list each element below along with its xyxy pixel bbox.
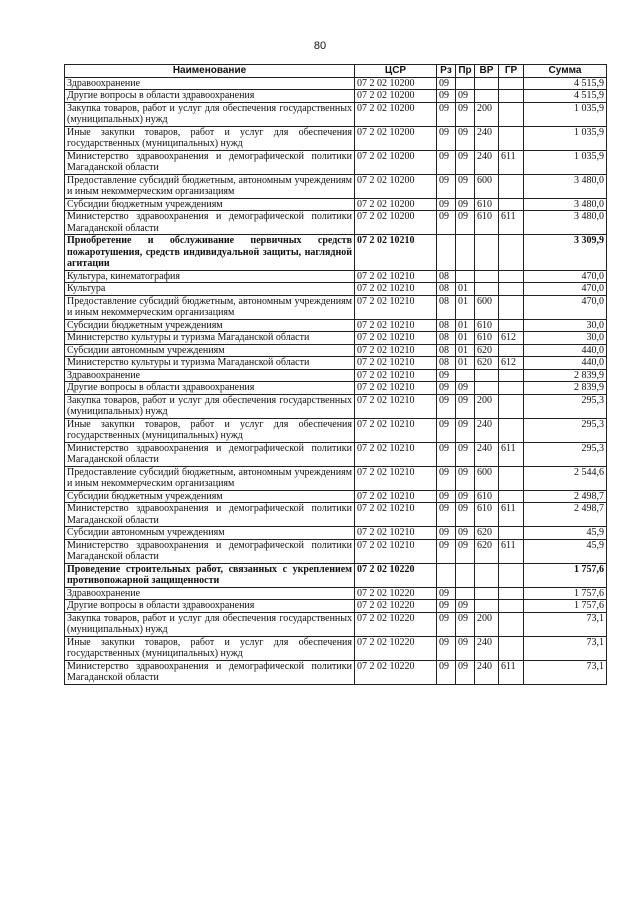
row-csr: 07 2 02 10210 xyxy=(355,503,437,527)
row-vr xyxy=(475,382,499,395)
row-sum: 1 035,9 xyxy=(524,126,607,150)
row-pr: 09 xyxy=(456,466,475,490)
row-sum: 470,0 xyxy=(524,295,607,319)
column-header-csr: ЦСР xyxy=(355,65,437,78)
row-name: Министерство здравоохранения и демографической политики Магаданской области xyxy=(65,150,355,174)
table-row xyxy=(65,636,607,660)
table-row xyxy=(65,539,607,563)
row-pr: 09 xyxy=(456,382,475,395)
row-csr: 07 2 02 10210 xyxy=(355,235,437,271)
row-gr xyxy=(499,394,524,418)
row-name: Другие вопросы в области здравоохранения xyxy=(65,382,355,395)
row-rz xyxy=(437,235,456,271)
row-name: Здравоохранение xyxy=(65,77,355,90)
row-vr: 200 xyxy=(475,612,499,636)
row-csr: 07 2 02 10200 xyxy=(355,198,437,211)
row-gr xyxy=(499,270,524,283)
row-csr: 07 2 02 10200 xyxy=(355,77,437,90)
row-rz: 09 xyxy=(437,539,456,563)
row-rz: 09 xyxy=(437,503,456,527)
row-sum: 73,1 xyxy=(524,660,607,684)
row-name: Субсидии бюджетным учреждениям xyxy=(65,490,355,503)
row-rz: 09 xyxy=(437,466,456,490)
row-sum: 73,1 xyxy=(524,636,607,660)
row-rz: 09 xyxy=(437,636,456,660)
row-gr xyxy=(499,418,524,442)
row-name: Здравоохранение xyxy=(65,369,355,382)
row-gr xyxy=(499,295,524,319)
row-pr: 09 xyxy=(456,503,475,527)
row-csr: 07 2 02 10210 xyxy=(355,442,437,466)
row-csr: 07 2 02 10210 xyxy=(355,466,437,490)
row-rz: 09 xyxy=(437,587,456,600)
table-row xyxy=(65,394,607,418)
column-header-rz: Рз xyxy=(437,65,456,78)
row-rz: 09 xyxy=(437,382,456,395)
table-row xyxy=(65,612,607,636)
row-rz: 08 xyxy=(437,319,456,332)
row-sum: 30,0 xyxy=(524,332,607,345)
row-pr xyxy=(456,77,475,90)
row-name: Культура, кинематография xyxy=(65,270,355,283)
row-vr: 620 xyxy=(475,527,499,540)
row-rz: 09 xyxy=(437,150,456,174)
table-row xyxy=(65,283,607,296)
row-name: Другие вопросы в области здравоохранения xyxy=(65,90,355,103)
row-rz: 09 xyxy=(437,369,456,382)
row-pr: 09 xyxy=(456,126,475,150)
column-header-name: Наименование xyxy=(65,65,355,78)
row-sum: 3 309,9 xyxy=(524,235,607,271)
row-pr: 01 xyxy=(456,357,475,370)
table-row xyxy=(65,563,607,587)
row-name: Министерство здравоохранения и демографической политики Магаданской области xyxy=(65,211,355,235)
table-body xyxy=(65,77,607,684)
row-sum: 4 515,9 xyxy=(524,90,607,103)
row-vr: 200 xyxy=(475,394,499,418)
row-csr: 07 2 02 10210 xyxy=(355,357,437,370)
row-vr: 620 xyxy=(475,344,499,357)
row-vr: 620 xyxy=(475,539,499,563)
row-rz: 09 xyxy=(437,600,456,613)
row-vr: 240 xyxy=(475,150,499,174)
row-name: Закупка товаров, работ и услуг для обеспечения государственных (муниципальных) нужд xyxy=(65,102,355,126)
row-name: Министерство культуры и туризма Магаданской области xyxy=(65,357,355,370)
row-csr: 07 2 02 10200 xyxy=(355,90,437,103)
row-csr: 07 2 02 10200 xyxy=(355,102,437,126)
table-row xyxy=(65,600,607,613)
row-gr xyxy=(499,235,524,271)
row-sum: 73,1 xyxy=(524,612,607,636)
row-sum: 30,0 xyxy=(524,319,607,332)
column-header-pr: Пр xyxy=(456,65,475,78)
row-gr xyxy=(499,283,524,296)
row-rz: 09 xyxy=(437,394,456,418)
row-name: Иные закупки товаров, работ и услуг для обеспечения государственных (муниципальных) нужд xyxy=(65,126,355,150)
row-csr: 07 2 02 10220 xyxy=(355,660,437,684)
row-name: Иные закупки товаров, работ и услуг для обеспечения государственных (муниципальных) нужд xyxy=(65,418,355,442)
row-pr: 09 xyxy=(456,442,475,466)
row-name: Закупка товаров, работ и услуг для обеспечения государственных (муниципальных) нужд xyxy=(65,612,355,636)
row-pr xyxy=(456,235,475,271)
row-vr: 610 xyxy=(475,211,499,235)
row-rz: 08 xyxy=(437,283,456,296)
row-rz: 08 xyxy=(437,344,456,357)
row-pr: 09 xyxy=(456,174,475,198)
row-sum: 2 839,9 xyxy=(524,382,607,395)
row-gr xyxy=(499,198,524,211)
row-sum: 3 480,0 xyxy=(524,198,607,211)
row-vr: 610 xyxy=(475,319,499,332)
row-csr: 07 2 02 10210 xyxy=(355,344,437,357)
row-rz xyxy=(437,563,456,587)
table-row xyxy=(65,490,607,503)
row-csr: 07 2 02 10220 xyxy=(355,587,437,600)
row-gr xyxy=(499,490,524,503)
table-row xyxy=(65,102,607,126)
row-vr xyxy=(475,77,499,90)
row-pr: 01 xyxy=(456,332,475,345)
row-csr: 07 2 02 10210 xyxy=(355,394,437,418)
row-vr xyxy=(475,587,499,600)
row-sum: 295,3 xyxy=(524,442,607,466)
table-row xyxy=(65,126,607,150)
row-pr: 09 xyxy=(456,90,475,103)
row-gr xyxy=(499,90,524,103)
row-name: Субсидии бюджетным учреждениям xyxy=(65,198,355,211)
row-sum: 2 498,7 xyxy=(524,503,607,527)
row-csr: 07 2 02 10220 xyxy=(355,600,437,613)
row-csr: 07 2 02 10210 xyxy=(355,490,437,503)
table-row xyxy=(65,77,607,90)
row-sum: 2 544,6 xyxy=(524,466,607,490)
row-pr: 09 xyxy=(456,211,475,235)
budget-table xyxy=(64,64,607,685)
row-rz: 09 xyxy=(437,612,456,636)
row-vr: 200 xyxy=(475,102,499,126)
row-pr: 09 xyxy=(456,150,475,174)
row-pr: 09 xyxy=(456,198,475,211)
row-csr: 07 2 02 10210 xyxy=(355,539,437,563)
row-rz: 09 xyxy=(437,418,456,442)
row-rz: 09 xyxy=(437,198,456,211)
row-csr: 07 2 02 10200 xyxy=(355,126,437,150)
row-gr xyxy=(499,174,524,198)
row-gr xyxy=(499,369,524,382)
row-rz: 09 xyxy=(437,490,456,503)
row-sum: 45,9 xyxy=(524,539,607,563)
row-name: Субсидии бюджетным учреждениям xyxy=(65,319,355,332)
row-csr: 07 2 02 10210 xyxy=(355,319,437,332)
row-rz: 08 xyxy=(437,357,456,370)
row-rz: 09 xyxy=(437,126,456,150)
row-csr: 07 2 02 10220 xyxy=(355,636,437,660)
row-csr: 07 2 02 10200 xyxy=(355,150,437,174)
row-rz: 09 xyxy=(437,211,456,235)
row-gr: 611 xyxy=(499,660,524,684)
table-row xyxy=(65,319,607,332)
row-sum: 1 757,6 xyxy=(524,587,607,600)
row-name: Субсидии автономным учреждениям xyxy=(65,527,355,540)
table-row xyxy=(65,332,607,345)
row-vr xyxy=(475,369,499,382)
row-pr xyxy=(456,369,475,382)
row-vr xyxy=(475,270,499,283)
table-row xyxy=(65,90,607,103)
table-row xyxy=(65,174,607,198)
table-row xyxy=(65,344,607,357)
row-gr xyxy=(499,587,524,600)
row-vr: 610 xyxy=(475,490,499,503)
row-rz: 09 xyxy=(437,174,456,198)
row-name: Предоставление субсидий бюджетным, автономным учреждениям и иным некоммерческим организациям xyxy=(65,174,355,198)
row-pr: 09 xyxy=(456,394,475,418)
row-name: Субсидии автономным учреждениям xyxy=(65,344,355,357)
row-name: Проведение строительных работ, связанных с укреплением противопожарной защищенности xyxy=(65,563,355,587)
row-gr: 612 xyxy=(499,357,524,370)
row-rz: 09 xyxy=(437,527,456,540)
row-sum: 2 498,7 xyxy=(524,490,607,503)
row-pr: 09 xyxy=(456,490,475,503)
row-gr xyxy=(499,382,524,395)
row-vr xyxy=(475,235,499,271)
row-name: Предоставление субсидий бюджетным, автономным учреждениям и иным некоммерческим организациям xyxy=(65,466,355,490)
row-vr xyxy=(475,600,499,613)
table-row xyxy=(65,382,607,395)
table-row xyxy=(65,357,607,370)
row-csr: 07 2 02 10210 xyxy=(355,382,437,395)
row-name: Приобретение и обслуживание первичных средств пожаротушения, средств индивидуальной защиты, наглядной агитации xyxy=(65,235,355,271)
row-name: Закупка товаров, работ и услуг для обеспечения государственных (муниципальных) нужд xyxy=(65,394,355,418)
row-sum: 295,3 xyxy=(524,394,607,418)
row-sum: 470,0 xyxy=(524,283,607,296)
row-sum: 470,0 xyxy=(524,270,607,283)
header-row xyxy=(65,65,607,78)
row-name: Другие вопросы в области здравоохранения xyxy=(65,600,355,613)
row-pr: 09 xyxy=(456,539,475,563)
table-row xyxy=(65,270,607,283)
row-gr xyxy=(499,77,524,90)
row-name: Здравоохранение xyxy=(65,587,355,600)
row-vr xyxy=(475,90,499,103)
row-sum: 45,9 xyxy=(524,527,607,540)
table-row xyxy=(65,527,607,540)
row-sum: 1 035,9 xyxy=(524,150,607,174)
row-name: Культура xyxy=(65,283,355,296)
table-row xyxy=(65,418,607,442)
row-name: Предоставление субсидий бюджетным, автономным учреждениям и иным некоммерческим организациям xyxy=(65,295,355,319)
row-gr xyxy=(499,319,524,332)
row-csr: 07 2 02 10210 xyxy=(355,418,437,442)
row-sum: 4 515,9 xyxy=(524,77,607,90)
table-row xyxy=(65,150,607,174)
row-rz: 09 xyxy=(437,90,456,103)
row-sum: 1 757,6 xyxy=(524,563,607,587)
row-pr: 01 xyxy=(456,283,475,296)
row-csr: 07 2 02 10220 xyxy=(355,612,437,636)
row-pr: 01 xyxy=(456,295,475,319)
table-row xyxy=(65,369,607,382)
row-pr: 09 xyxy=(456,612,475,636)
table-row xyxy=(65,466,607,490)
row-gr xyxy=(499,102,524,126)
table-row xyxy=(65,198,607,211)
row-gr xyxy=(499,466,524,490)
row-sum: 3 480,0 xyxy=(524,174,607,198)
row-name: Министерство здравоохранения и демографической политики Магаданской области xyxy=(65,539,355,563)
row-pr: 09 xyxy=(456,527,475,540)
row-csr: 07 2 02 10210 xyxy=(355,283,437,296)
row-csr: 07 2 02 10210 xyxy=(355,332,437,345)
row-csr: 07 2 02 10220 xyxy=(355,563,437,587)
table-row xyxy=(65,660,607,684)
row-gr xyxy=(499,612,524,636)
row-rz: 08 xyxy=(437,332,456,345)
row-name: Министерство здравоохранения и демографической политики Магаданской области xyxy=(65,503,355,527)
row-sum: 3 480,0 xyxy=(524,211,607,235)
row-name: Министерство здравоохранения и демографической политики Магаданской области xyxy=(65,660,355,684)
row-vr: 600 xyxy=(475,295,499,319)
row-csr: 07 2 02 10210 xyxy=(355,295,437,319)
row-csr: 07 2 02 10210 xyxy=(355,270,437,283)
row-sum: 295,3 xyxy=(524,418,607,442)
row-sum: 2 839,9 xyxy=(524,369,607,382)
row-gr xyxy=(499,636,524,660)
row-sum: 440,0 xyxy=(524,344,607,357)
row-vr: 240 xyxy=(475,442,499,466)
row-pr: 09 xyxy=(456,636,475,660)
table-row xyxy=(65,442,607,466)
row-pr: 09 xyxy=(456,600,475,613)
table-row xyxy=(65,235,607,271)
row-sum: 440,0 xyxy=(524,357,607,370)
table-row xyxy=(65,295,607,319)
row-rz: 09 xyxy=(437,102,456,126)
row-pr: 09 xyxy=(456,102,475,126)
row-sum: 1 035,9 xyxy=(524,102,607,126)
column-header-vr: ВР xyxy=(475,65,499,78)
row-gr: 611 xyxy=(499,503,524,527)
row-vr: 600 xyxy=(475,466,499,490)
row-gr xyxy=(499,344,524,357)
row-rz: 09 xyxy=(437,77,456,90)
row-gr: 611 xyxy=(499,539,524,563)
row-gr: 611 xyxy=(499,150,524,174)
row-vr: 610 xyxy=(475,503,499,527)
row-vr: 240 xyxy=(475,126,499,150)
row-pr: 01 xyxy=(456,344,475,357)
row-name: Иные закупки товаров, работ и услуг для обеспечения государственных (муниципальных) нужд xyxy=(65,636,355,660)
table-row xyxy=(65,503,607,527)
row-pr xyxy=(456,270,475,283)
row-vr: 620 xyxy=(475,357,499,370)
row-rz: 09 xyxy=(437,660,456,684)
row-gr xyxy=(499,126,524,150)
row-vr: 600 xyxy=(475,174,499,198)
row-csr: 07 2 02 10210 xyxy=(355,369,437,382)
row-gr xyxy=(499,600,524,613)
row-gr: 611 xyxy=(499,211,524,235)
row-vr: 610 xyxy=(475,332,499,345)
table-row xyxy=(65,211,607,235)
row-pr: 01 xyxy=(456,319,475,332)
row-gr xyxy=(499,563,524,587)
row-pr xyxy=(456,587,475,600)
row-vr: 610 xyxy=(475,198,499,211)
row-pr: 09 xyxy=(456,418,475,442)
row-csr: 07 2 02 10200 xyxy=(355,174,437,198)
row-vr: 240 xyxy=(475,636,499,660)
row-csr: 07 2 02 10210 xyxy=(355,527,437,540)
table-row xyxy=(65,587,607,600)
column-header-sum: Сумма xyxy=(524,65,607,78)
row-pr: 09 xyxy=(456,660,475,684)
row-gr: 611 xyxy=(499,442,524,466)
page-number: 80 xyxy=(313,40,327,52)
row-vr: 240 xyxy=(475,418,499,442)
row-gr: 612 xyxy=(499,332,524,345)
row-name: Министерство культуры и туризма Магаданской области xyxy=(65,332,355,345)
column-header-gr: ГР xyxy=(499,65,524,78)
row-rz: 09 xyxy=(437,442,456,466)
row-csr: 07 2 02 10200 xyxy=(355,211,437,235)
row-gr xyxy=(499,527,524,540)
row-pr xyxy=(456,563,475,587)
row-sum: 1 757,6 xyxy=(524,600,607,613)
table-header xyxy=(65,65,607,78)
row-rz: 08 xyxy=(437,270,456,283)
row-vr xyxy=(475,283,499,296)
row-vr: 240 xyxy=(475,660,499,684)
row-rz: 08 xyxy=(437,295,456,319)
row-vr xyxy=(475,563,499,587)
row-name: Министерство здравоохранения и демографической политики Магаданской области xyxy=(65,442,355,466)
